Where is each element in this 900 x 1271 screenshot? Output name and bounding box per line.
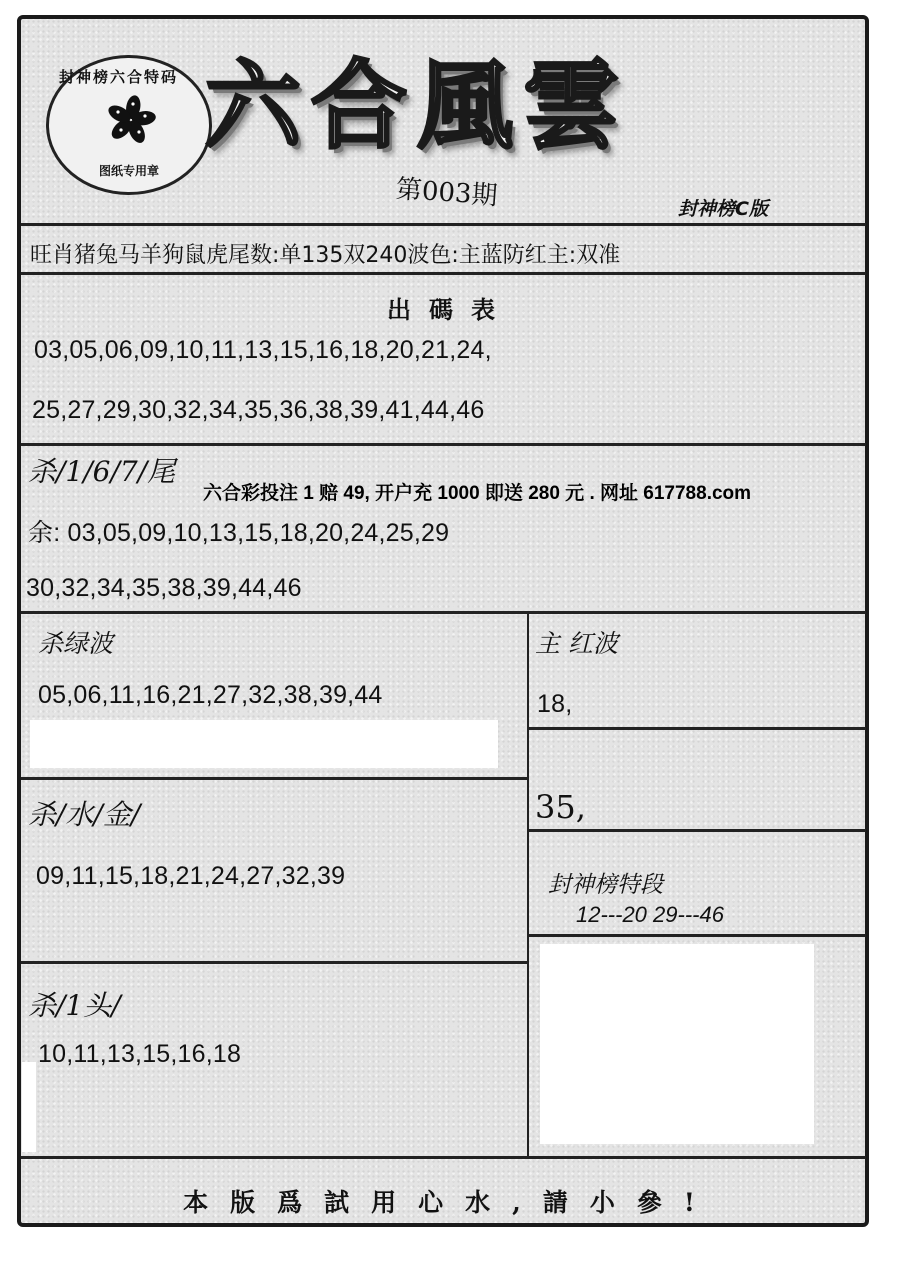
edition-label: 封神榜C版 <box>678 198 768 220</box>
kill-green-numbers: 05,06,11,16,21,27,32,38,39,44 <box>38 681 383 709</box>
blank-panel <box>22 1062 36 1152</box>
bauhinia-flower-icon <box>105 94 157 146</box>
divider <box>21 443 866 446</box>
page-title: 六合風雲 <box>205 49 629 162</box>
kill-element-numbers: 09,11,15,18,21,24,27,32,39 <box>36 862 346 890</box>
zodiac-info-line: 旺肖猪兔马羊狗鼠虎尾数:单135双240波色:主蓝防红主:双准 <box>30 243 621 268</box>
code-table-line-2: 25,27,29,30,32,34,35,36,38,39,41,44,46 <box>32 396 485 424</box>
special-segment-label: 封神榜特段 <box>548 872 663 898</box>
stamp-bottom-text: 图纸专用章 <box>98 164 159 178</box>
remain-numbers-line-1: 余: 03,05,09,10,13,15,18,20,24,25,29 <box>28 519 450 547</box>
divider <box>529 934 866 937</box>
blank-panel <box>30 720 498 768</box>
kill-head-label: 杀/1头/ <box>28 989 121 1022</box>
stamp-ring-text: 封神榜六合特码 <box>59 68 179 86</box>
advert-line: 六合彩投注 1 赔 49, 开户充 1000 即送 280 元 . 网址 617788.com <box>203 483 752 504</box>
divider <box>529 727 866 730</box>
code-table-title: 出碼表 <box>387 295 513 324</box>
code-table-line-1: 03,05,06,09,10,11,13,15,16,18,20,21,24, <box>34 336 492 364</box>
main-red-label: 主 红波 <box>535 629 618 658</box>
footer-note: 本版爲試用心水,請小參! <box>183 1188 717 1217</box>
divider <box>21 777 528 780</box>
kill-head-numbers: 10,11,13,15,16,18 <box>38 1040 242 1068</box>
blank-panel <box>540 944 814 1144</box>
kill-tail-label: 杀/1/6/7/尾 <box>28 455 176 488</box>
kill-element-label: 杀/水/金/ <box>28 798 141 831</box>
divider <box>527 611 529 1159</box>
pick-number: 35, <box>535 788 586 826</box>
divider <box>21 223 866 226</box>
issue-number: 第003期 <box>394 174 499 212</box>
remain-numbers-line-2: 30,32,34,35,38,39,44,46 <box>26 574 302 602</box>
divider <box>21 272 866 275</box>
divider <box>529 829 866 832</box>
special-segment-ranges: 12---20 29---46 <box>576 902 724 927</box>
official-stamp <box>46 55 212 195</box>
divider <box>21 1156 866 1159</box>
divider <box>21 611 866 614</box>
kill-green-label: 杀绿波 <box>38 629 114 658</box>
main-red-numbers: 18, <box>537 690 573 718</box>
divider <box>21 961 528 964</box>
